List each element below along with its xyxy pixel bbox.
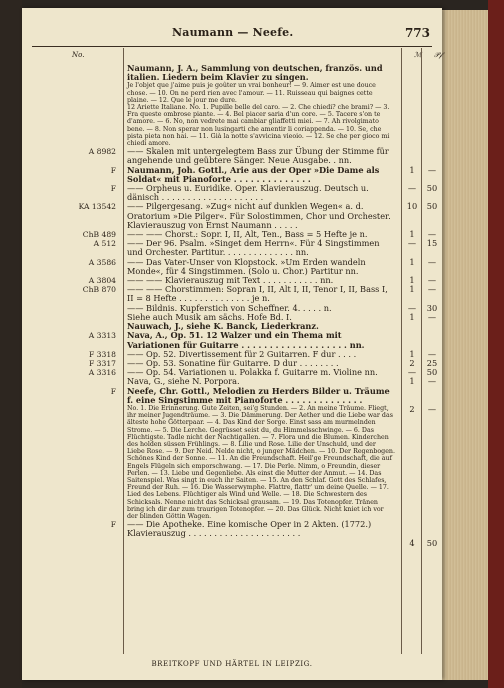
column-headers	[32, 51, 443, 63]
entry-price-pf: 50	[426, 183, 438, 194]
entry-price-pf: 30	[426, 302, 438, 313]
entry-price-mark: —	[407, 302, 417, 313]
entry-text: No. 1. Die Erinnerung. Gute Zeiten, sei'g Stunden. — 2. An meine Träume. Fliegt, ihr meiner Jugendträume. — 3. Die Dämmerung. Der Aether und die Liebe war das älteste hohe Götterpaar. — 4. Das Kind der Sorge. Einst sass am murmelnden Strome. — 5. Die Lerche. Gegrüsset seist du, du Himmelsschwinge. — 6. Das Flüchtigste. Tadle nicht der Nachtigallen. — 7. Flora und die Blumen. Kinderchen des holden süssen Frühlings. — 8. Lilie und Rose. Lilie der Unschuld, und der Liebe Rose. — 9. Der Neid. Nelde nicht, o junger Mädchen. — 10. Der Regenbogen. Schönes Kind der Sonne. — 11. An die Freundschaft. Heil'ge Freundschaft, die auf Engels Flügeln sich emporschwang. — 17. Die Perle. Nimm, o Freundin, dieser Perlen. — 13. Liebe und Gegenliebe. Als einst die Mutter der Anmut. — 14. Das Saitenspiel. Was singt in euch ihr Saiten. — 15. An den Schlaf. Gott des Schlafes, Freund der Ruh. — 16. Die Wasserwymphe. Flattre, flattr' um deine Quelle. — 17. Lied des Lebens. Flüchtiger als Wind und Welle. — 18. Die Schwestern des Schicksals. Nenne nicht das Schicksal grausam. — 19. Das Totenopfer. Tränen bring ich dir dar zum traurigen Totenopfer. — 20. Das Glück. Nicht kniet ich vor der blinden Göttin Wagen.	[127, 404, 395, 520]
entry-price-mark: 1	[409, 164, 415, 175]
entry-price-mark: 1	[409, 229, 415, 240]
entry-price-pf: —	[427, 229, 437, 240]
entry-catalog-number: ChB 489	[82, 230, 116, 240]
column-no-label: No.	[72, 51, 85, 59]
catalog-entry	[32, 385, 437, 414]
entry-price-pf: —	[427, 311, 437, 322]
page-number: 773	[404, 26, 430, 40]
entry-price-pf: —	[427, 256, 437, 267]
entry-price-mark: 1	[409, 284, 415, 295]
entry-catalog-number: F	[110, 165, 116, 175]
entry-catalog-number: A 3804	[88, 276, 116, 286]
entry-catalog-number: F 3317	[88, 358, 116, 368]
entry-price-mark: 1	[409, 311, 415, 322]
entry-text: Siehe auch Musik am sächs. Hofe Bd. I.	[127, 311, 292, 322]
entry-text: —— Der 96. Psalm. »Singet dem Herrn«. Für 4 Singstimmen und Orchester. Partitur. . . . . . . . . . . . . . nn.	[127, 238, 380, 258]
entry-price-pf: —	[427, 403, 437, 414]
entry-text: —— —— Chorst.: Sopr. I, II, Alt, Ten., Bass = 5 Hefte je n.	[127, 229, 368, 240]
entry-catalog-number: A 3316	[88, 368, 116, 378]
entry-price-mark: 2	[409, 357, 415, 368]
entry-catalog-number: A 3313	[88, 331, 116, 341]
entry-price-mark: 1	[409, 256, 415, 267]
entry-catalog-number: A 512	[93, 239, 116, 249]
catalog-entry	[32, 82, 432, 104]
entry-price-pf: 50	[426, 201, 438, 212]
header-rule	[32, 46, 432, 47]
entry-catalog-number: F	[110, 520, 116, 530]
entry-text: Nauwach, J., siehe K. Banck, Liederkranz.	[127, 321, 319, 332]
catalog-entry	[32, 519, 438, 548]
catalog-entry	[32, 64, 432, 82]
entry-text: —— Das Vater-Unser von Klopstock. »Um Erden wandeln Monde«, für 4 Singstimmen. (Solo u. Chor.) Partitur nn.	[127, 256, 366, 276]
entry-text: Neefe, Chr. Gottl., Melodien zu Herders Bilder u. Träume f. eine Singstimme mit Pianoforte . . . . . . . . . . . . . .	[127, 385, 390, 405]
entry-text: —— Op. 53. Sonatine für Guitarre. D dur . . . . . . . .	[127, 357, 339, 368]
entry-catalog-number: F	[110, 184, 116, 194]
entry-text: —— —— Klavierauszug mit Text . . . . . . . . . . . nn.	[127, 275, 334, 286]
entry-text: Naumann, Joh. Gottl., Arie aus der Oper »Die Dame als Soldat« mit Pianoforte . . . . . . . . . . . . . .	[127, 164, 380, 184]
page-header	[32, 26, 432, 42]
catalog-entries	[32, 63, 438, 548]
page-title: Naumann — Neefe.	[172, 26, 294, 39]
entry-price-pf: 50	[426, 537, 438, 548]
entry-text: Je l'objet que j'aime puis je goûter un vrai bonheur! — 9. Aimer est une douce chose. — 10. On ne perd rien avec l'amour. — 11. Ruisseau qui baignes cette plaine. — 12. Que le jour me dure.	[127, 82, 376, 104]
entry-text: —— Op. 54. Variationen u. Polakka f. Guitarre m. Violine nn.	[127, 367, 378, 378]
book-page-edges	[442, 10, 494, 680]
entry-text: 12 Ariette Italiane. No. 1. Pupille belle del caro. — 2. Che chiedi? che brami? — 3. Fra queste ombrose piante. — 4. Bel piacer saria d'un core. — 5. Tacere s'on te d'amore. — 6. No, non vedrete mai cambiar gliaffetti miei. — 7. Ah rivolgimato bene. — 8. Non sperar non lusingarti che amentir li coriappenda. — 10. Se, che pista pieta non hai. — 11. Già la notte s'avvicina vieoio. — 12. Se che per gioco mi chiedi amore.	[127, 104, 390, 148]
entry-price-mark: —	[407, 183, 417, 194]
entry-price-mark: —	[407, 367, 417, 378]
entry-text: —— Bildnis. Kupferstich von Scheffner. 4. . . . . n.	[127, 302, 332, 313]
entry-catalog-number: F 3318	[88, 349, 116, 359]
entry-catalog-number: F	[110, 386, 116, 396]
entry-catalog-number: A 8982	[88, 147, 116, 157]
entry-price-mark: 10	[406, 201, 418, 212]
entry-text: —— Pilgergesang. »Zug« nicht auf dunklen Wegen« a. d. Oratorium »Die Pilger«. Für Solostimmen, Chor und Orchester. Klavierauszug von Ernst Naumann . . . . .	[127, 201, 391, 230]
entry-price-mark: 4	[409, 537, 415, 548]
entry-text: Naumann, J. A., Sammlung von deutschen, französ. und italien. Liedern beim Klavier zu singen.	[127, 63, 383, 83]
entry-price-pf: —	[427, 348, 437, 359]
catalog-page	[22, 8, 442, 680]
entry-price-pf: 15	[426, 238, 438, 249]
entry-price-pf: —	[427, 164, 437, 175]
entry-catalog-number: A 3586	[88, 257, 116, 267]
entry-text: —— Die Apotheke. Eine komische Oper in 2 Akten. (1772.) Klavierauszug . . . . . . . . . . . . . . . . . . . . . .	[127, 519, 372, 539]
column-mark-label: ℳ	[414, 51, 422, 59]
entry-text: —— Skalen mit untergelegtem Bass zur Übung der Stimme für angehende und geübtere Sänger. Neue Ausgabe. . nn.	[127, 146, 389, 166]
entry-text: —— Orpheus u. Euridike. Oper. Klavierauszug. Deutsch u. dänisch . . . . . . . . . . . . . . . . . . . .	[127, 183, 369, 203]
catalog-entry	[32, 104, 432, 147]
entry-price-mark: —	[407, 238, 417, 249]
entry-text: —— Op. 52. Divertissement für 2 Guitarren. F dur . . . .	[127, 348, 357, 359]
column-pf-label: 𝒫𝒻	[434, 51, 443, 59]
book-left-edge	[0, 0, 22, 688]
publisher-footer: BREITKOPF UND HÄRTEL IN LEIPZIG.	[151, 660, 313, 668]
catalog-entry	[32, 405, 432, 520]
entry-text: Nava, G., siehe N. Porpora.	[127, 376, 240, 387]
entry-price-mark: 1	[409, 275, 415, 286]
entry-text: —— —— Chorstimmen: Sopran I, II, Alt I, II, Tenor I, II, Bass I, II = 8 Hefte . . . . . . . . . . . . . . je n.	[127, 284, 388, 304]
entry-price-pf: 25	[426, 357, 438, 368]
entry-price-pf: 50	[426, 367, 438, 378]
book-cover-edge	[488, 0, 504, 688]
entry-catalog-number: ChB 870	[82, 285, 116, 295]
entry-catalog-number: KA 13542	[78, 202, 116, 212]
entry-price-pf: —	[427, 284, 437, 295]
entry-price-pf: —	[427, 275, 437, 286]
entry-price-pf: —	[427, 376, 437, 387]
entry-price-mark: 2	[409, 403, 415, 414]
entry-price-mark: 1	[409, 348, 415, 359]
entry-price-mark: 1	[409, 376, 415, 387]
entry-text: Nava, A., Op. 51. 12 Walzer und ein Thema mit Variationen für Guitarre . . . . . . . . . . . . . . . . . . . nn.	[127, 330, 365, 350]
